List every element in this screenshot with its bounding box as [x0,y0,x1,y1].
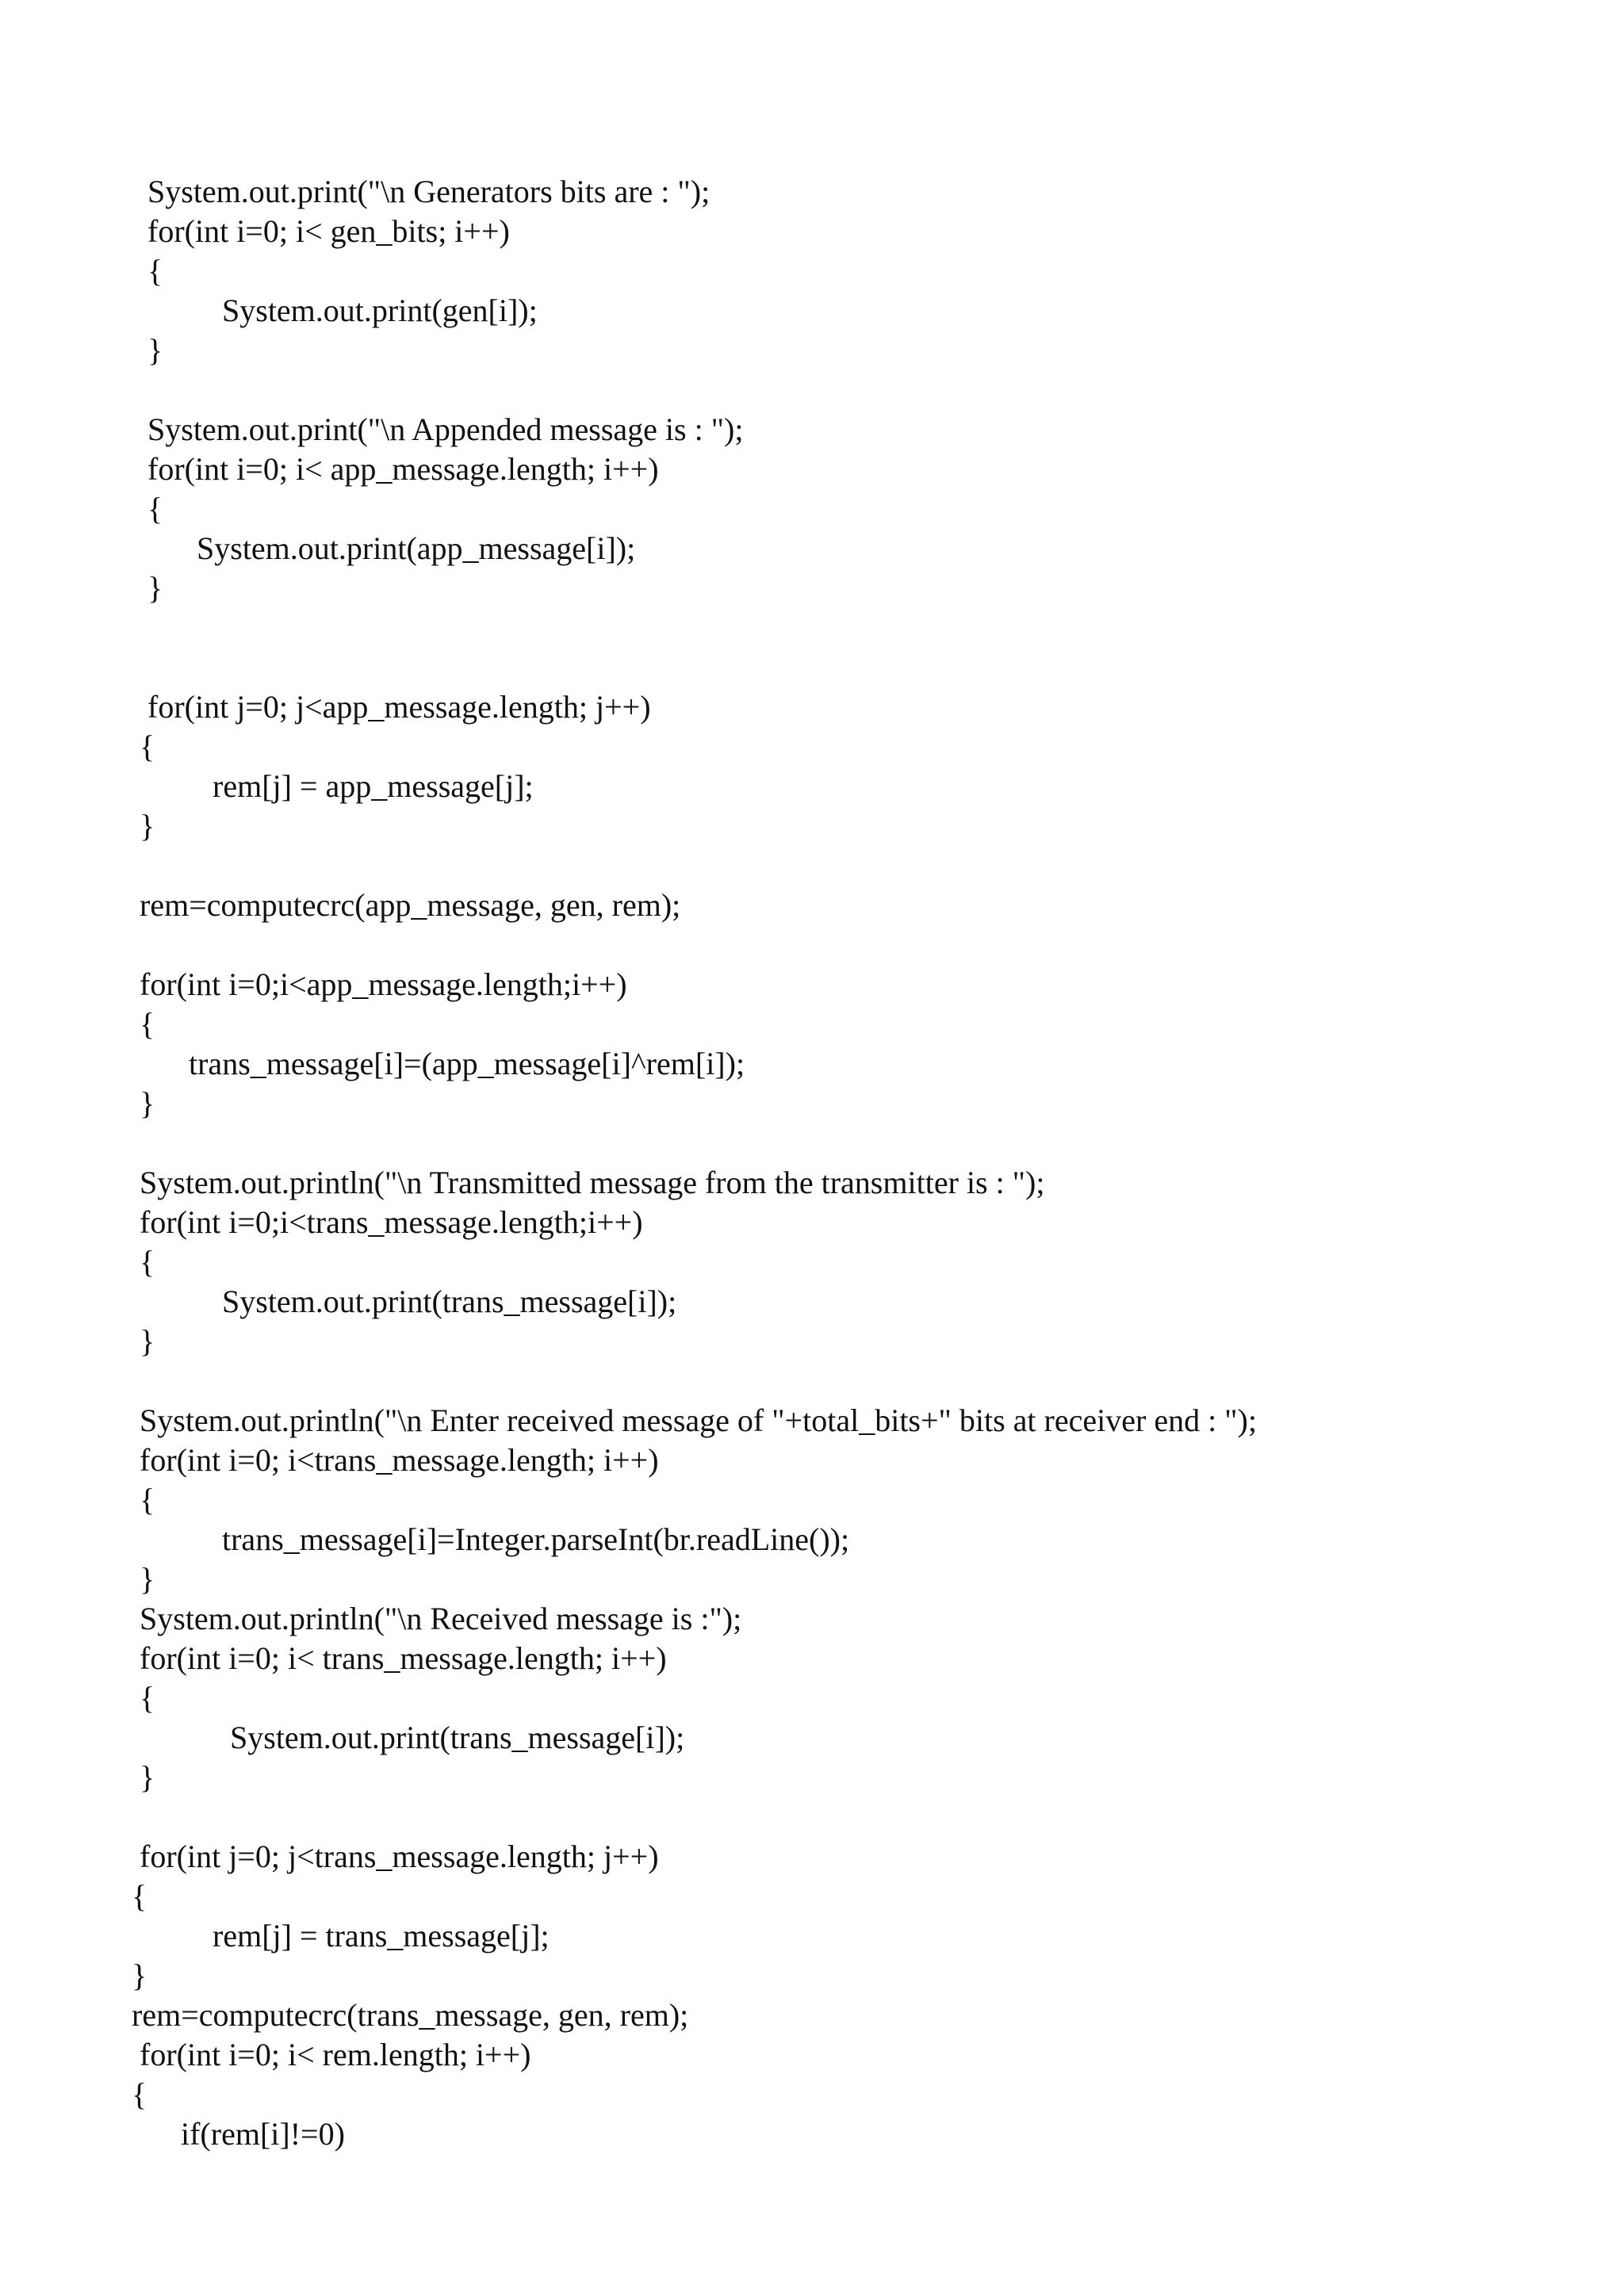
code-line: for(int i=0; i< trans_message.length; i++) [140,1640,667,1676]
code-line: trans_message[i]=(app_message[i]^rem[i]); [189,1046,745,1081]
code-line: System.out.println("\n Received message is :"); [140,1601,742,1636]
code-line: System.out.print(app_message[i]); [197,530,636,566]
code-line: rem=computecrc(trans_message, gen, rem); [132,1997,689,2033]
code-line: System.out.print("\n Appended message is : "); [147,411,744,447]
code-line: if(rem[i]!=0) [181,2116,345,2152]
code-line: } [140,1085,155,1121]
code-line: rem=computecrc(app_message, gen, rem); [140,887,681,923]
code-line: for(int i=0; i<trans_message.length; i++) [140,1442,659,1478]
code-line: { [132,1878,147,1914]
code-line: for(int i=0; i< gen_bits; i++) [147,213,510,249]
code-line: System.out.print(trans_message[i]); [222,1284,677,1319]
code-line: { [147,491,163,526]
code-line: { [140,1680,155,1716]
code-line: { [140,1482,155,1517]
code-line: System.out.print(gen[i]); [222,293,538,328]
code-line: { [132,2076,147,2112]
code-line: trans_message[i]=Integer.parseInt(br.readLine()); [222,1521,850,1557]
code-line: rem[j] = trans_message[j]; [213,1918,550,1954]
code-line: { [147,253,163,289]
code-line: System.out.println("\n Transmitted message from the transmitter is : "); [140,1165,1045,1200]
code-line: for(int j=0; j<trans_message.length; j++) [140,1839,659,1874]
code-line: } [132,1957,147,1993]
code-line: for(int i=0;i<app_message.length;i++) [140,966,627,1002]
code-line: { [140,1244,155,1280]
code-line: System.out.println("\n Enter received message of "+total_bits+" bits at receiver end : "); [140,1402,1257,1438]
code-line: { [140,729,155,764]
code-line: for(int i=0;i<trans_message.length;i++) [140,1204,643,1240]
code-line: rem[j] = app_message[j]; [213,768,534,804]
code-line: } [140,808,155,844]
code-line: { [140,1006,155,1042]
code-line: } [140,1759,155,1795]
code-line: for(int i=0; i< rem.length; i++) [140,2037,531,2072]
code-line: } [140,1561,155,1597]
code-line: System.out.print("\n Generators bits are : "); [147,174,710,209]
code-line: } [147,332,163,368]
code-line: } [140,1323,155,1359]
code-line: System.out.print(trans_message[i]); [230,1720,685,1755]
code-line: } [147,570,163,606]
code-line: for(int i=0; i< app_message.length; i++) [147,451,659,487]
code-line: for(int j=0; j<app_message.length; j++) [147,689,651,725]
